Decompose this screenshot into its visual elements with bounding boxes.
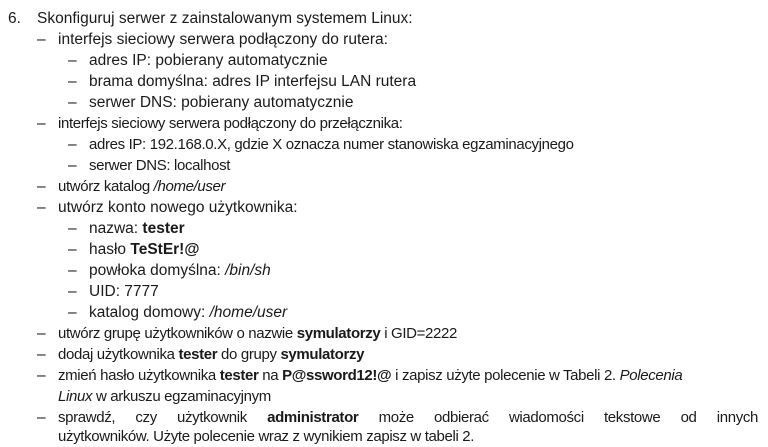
bullet-dash: –: [37, 199, 46, 216]
account-uid-item: UID: 7777: [89, 283, 159, 300]
add-to-group-item: dodaj użytkownika tester do grupy symulatorzy: [58, 346, 365, 363]
bullet-dash: –: [68, 136, 77, 153]
bullet-dash: –: [68, 241, 77, 258]
bullet-dash: –: [37, 178, 46, 195]
bullet-dash: –: [68, 220, 77, 237]
bullet-dash: –: [68, 262, 77, 279]
router-ip-item: adres IP: pobierany automatycznie: [89, 52, 328, 69]
bullet-dash: –: [37, 115, 46, 132]
change-password-item-cont: Linux w arkuszu egzaminacyjnym: [58, 388, 271, 405]
bullet-dash: –: [68, 73, 77, 90]
bullet-dash: –: [68, 304, 77, 321]
account-name-item: nazwa: tester: [89, 220, 185, 237]
switch-ip-item: adres IP: 192.168.0.X, gdzie X oznacza numer stanowiska egzaminacyjnego: [89, 136, 574, 153]
bullet-dash: –: [37, 346, 46, 363]
bullet-dash: –: [37, 367, 46, 384]
bullet-dash: –: [68, 283, 77, 300]
bullet-dash: –: [68, 157, 77, 174]
switch-interface-label: interfejs sieciowy serwera podłączony do przełącznika:: [58, 115, 403, 132]
account-password-item: hasło TeStEr!@: [89, 241, 200, 258]
bullet-dash: –: [37, 31, 46, 48]
task-number: 6.: [8, 10, 21, 27]
bullet-dash: –: [68, 94, 77, 111]
create-account-label: utwórz konto nowego użytkownika:: [58, 199, 298, 216]
create-dir-item: utwórz katalog /home/user: [58, 178, 226, 195]
change-password-item: zmień hasło użytkownika tester na P@ssword12!@ i zapisz użyte polecenie w Tabeli 2. Polecenia: [58, 367, 683, 384]
router-gateway-item: brama domyślna: adres IP interfejsu LAN rutera: [89, 73, 417, 90]
switch-dns-item: serwer DNS: localhost: [89, 157, 231, 174]
bullet-dash: –: [68, 52, 77, 69]
bullet-dash: –: [37, 409, 46, 426]
create-group-item: utwórz grupę użytkowników o nazwie symulatorzy i GID=2222: [58, 325, 458, 342]
check-messages-item: sprawdź, czy użytkownik administrator może odbierać wiadomości tekstowe od innych: [58, 409, 758, 426]
account-shell-item: powłoka domyślna: /bin/sh: [89, 262, 271, 279]
router-dns-item: serwer DNS: pobierany automatycznie: [89, 94, 354, 111]
router-interface-label: interfejs sieciowy serwera podłączony do rutera:: [58, 31, 388, 48]
check-messages-item-cont: użytkowników. Użyte polecenie wraz z wynikiem zapisz w tabeli 2.: [58, 428, 475, 445]
task-title: Skonfiguruj serwer z zainstalowanym systemem Linux:: [37, 10, 413, 27]
account-home-item: katalog domowy: /home/user: [89, 304, 288, 321]
bullet-dash: –: [37, 325, 46, 342]
